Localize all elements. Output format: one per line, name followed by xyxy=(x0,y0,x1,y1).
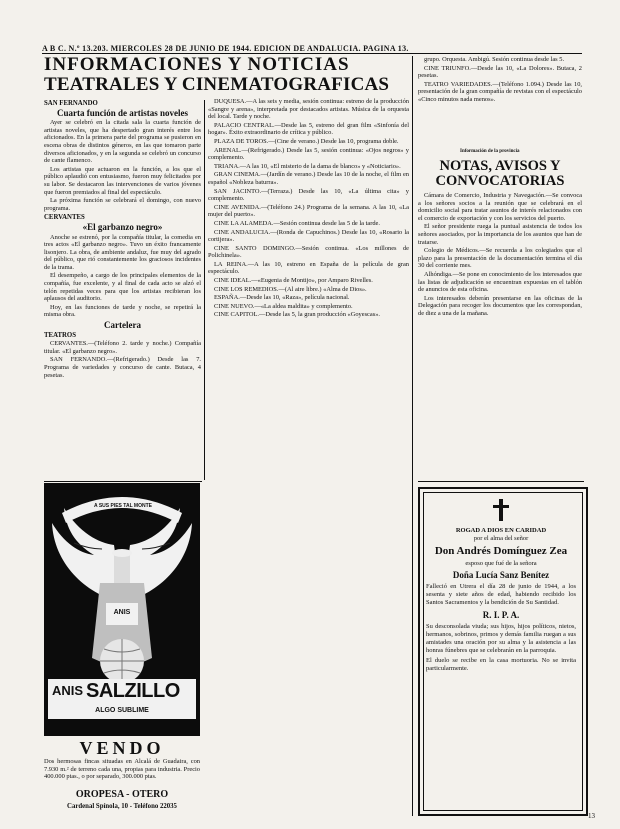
listing-item: CINE LA ALAMEDA.—Sesión continua desde las 5 de la tarde. xyxy=(214,219,380,227)
listing-item: LA REINA.—A las 10, estreno en España de la película de gran espectáculo. xyxy=(208,260,409,276)
obituary-rip: R. I. P. A. xyxy=(482,610,520,620)
listing-item: CINE ANDALUCIA.—(Ronda de Capuchinos.) Desde las 10, «Rosario la cortijera». xyxy=(208,228,409,244)
cross-icon xyxy=(499,499,503,521)
listing-item: CINE SANTO DOMINGO.—Sesión continua. «Los millones de Polichinela». xyxy=(208,244,409,260)
notice-paragraph: Alhóndiga.—Se pone en conocimiento de los interesados que las listas de adjudicación se encuentran expuestas en el tablón de anuncios de esta oficina. xyxy=(418,270,582,294)
anis-salzillo-ad xyxy=(44,483,200,736)
listing-item: CINE TRIUNFO.—Desde las 10, «La Dolores». Butaca, 2 pesetas. xyxy=(418,64,582,80)
listing-item: PALACIO CENTRAL.—Desde las 5, estreno del gran film «Sinfonía del hogar». Éxito extraordinario de crítica y público. xyxy=(208,121,409,137)
ad-brand-top: ANIS xyxy=(52,683,84,698)
obituary-widow: Doña Lucía Sanz Benítez xyxy=(452,570,550,580)
column-2 xyxy=(208,98,409,814)
column-3-rule xyxy=(418,481,584,482)
ad-banner-text: A SUS PIES TAL MONTE xyxy=(94,503,152,509)
column-rule-2 xyxy=(412,56,413,816)
listing-item: DUQUESA.—A las seis y media, sesión continua: estreno de la producción «Sangre y arena», interpretada por destacados artistas. Música de la orquesta del local. Tarde y noche. xyxy=(208,98,409,121)
ad-bottle-label: ANIS xyxy=(113,609,131,616)
column-rule-1 xyxy=(204,100,205,480)
column-3-notas xyxy=(418,192,582,482)
headline-noveles: Cuarta función de artistas noveles xyxy=(57,107,188,118)
article-paragraph: Los artistas que actuaron en la función, a los que el público aplaudió con entusiasmo, fueron muy felicitados por su labor. Se destacaron las intervenciones de varios jóvenes que fueron premiados al final del espectáculo. xyxy=(44,165,201,196)
obituary-body: Falleció en Utrera el día 28 de junio de 1944, a los sesenta y siete años de edad, habiendo recibido los Santos Sacramentos y la bendición de Su Santidad. xyxy=(426,583,576,606)
listing-item: grupo. Orquesta. Ambigú. Sesión continua desde las 5. xyxy=(424,56,565,63)
ad-banner-ribbon xyxy=(62,497,182,523)
obituary-notice xyxy=(418,487,588,816)
obituary-line-1: ROGAD A DIOS EN CARIDAD xyxy=(455,527,547,534)
article-paragraph: Ayer se celebró en la citada sala la cuarta función de artistas noveles, que ha despertado gran interés entre los aficionados. En la primera parte del programa se pusieron en escena obras de distintos géneros, en las que tomaron parte diversos aficionados, y en la segunda se celebró un concurso de cante flamenco. xyxy=(44,119,201,165)
article-paragraph: Hoy, en las funciones de tarde y noche, se repetirá la misma obra. xyxy=(44,303,201,319)
obituary-body-3: El duelo se recibe en la casa mortuoria. No se invita particularmente. xyxy=(426,657,576,672)
section-teatros: TEATROS xyxy=(44,331,76,339)
listing-item: CINE IDEAL.—«Eugenia de Montijo», por Amparo Rivelles. xyxy=(214,277,373,285)
article-paragraph: El desempeño, a cargo de los principales elementos de la compañía, fue excelente, y al final de cada acto se alzó el telón repetidas veces para que los artistas recibieran los aplausos del auditorio. xyxy=(44,272,201,303)
listing-item: CINE AVENIDA.—(Teléfono 24.) Programa de la semana. A las 10, «La mujer del puerto». xyxy=(208,203,409,219)
ad-slogan: ALGO SUBLIME xyxy=(95,707,149,714)
section-title-line-2: TEATRALES Y CINEMATOGRAFICAS xyxy=(44,74,390,95)
section-tag: Información de la provincia xyxy=(460,149,520,154)
listing-item: CINE LOS REMEDIOS.—(Al aire libre.) «Alma de Dios». xyxy=(214,285,367,293)
bottle-neck-icon xyxy=(114,553,130,583)
obituary-body-2: Su desconsolada viuda; sus hijos, hijos políticos, nietos, hermanos, sobrinos, primos y demás familia ruegan a sus amistades una oración por su alma y la asistencia a las honras fúnebres que se celebrarán en la parroquia. xyxy=(426,623,576,654)
listing-item: TEATRO VARIEDADES.—(Teléfono 1.094.) Desde las 10, presentación de la gran compañía de revistas con el espectáculo «Cinco minutos nada menos». xyxy=(418,80,582,103)
notice-paragraph: Cámara de Comercio, Industria y Navegación.—Se convoca a los señores socios a la reunión que se celebrará en el domicilio social para tratar asuntos de interés relacionados con el comercio de exportación y con los servicios del puerto. xyxy=(418,192,582,222)
obituary-text xyxy=(426,527,576,673)
obituary-line-2: por el alma del señor xyxy=(473,535,529,542)
headline-garbanzo: «El garbanzo negro» xyxy=(82,221,163,232)
notas-heading: NOTAS, AVISOS Y CONVOCATORIAS xyxy=(435,158,565,189)
vendo-body: Dos hermosas fincas situadas en Alcalá de Guadaira, con 7.930 m.² de terreno cada una, propias para industria. Precio 400.000 ptas., o por separado, 300.000 ptas. xyxy=(44,758,200,781)
ad-brand-main: SALZILLO xyxy=(86,680,180,702)
vendo-title: VENDO xyxy=(79,738,165,758)
notice-paragraph: El señor presidente ruega la puntual asistencia de todos los señores asociados, por la importancia de los asuntos que han de tratarse. xyxy=(418,223,582,246)
section-title-line-1: INFORMACIONES Y NOTICIAS xyxy=(44,54,350,75)
listing-item: SAN JACINTO.—(Terraza.) Desde las 10, «La última cita» y complemento. xyxy=(208,187,409,203)
vendo-address: Cardenal Spínola, 10 - Teléfono 22035 xyxy=(67,803,177,810)
listing-item: CINE CAPITOL.—Desde las 5, la gran producción «Goyescas». xyxy=(214,311,381,319)
listing-item: SAN FERNANDO.—(Refrigerado.) Desde las 7. Programa de variedades y concurso de cante. Butaca, 4 pesetas. xyxy=(44,356,201,379)
ad-top-rule xyxy=(44,481,202,482)
notice-paragraph: Colegio de Médicos.—Se recuerda a los colegiados que el plazo para la presentación de la documentación termina el día 30 del corriente mes. xyxy=(418,247,582,270)
column-3-top xyxy=(418,56,582,146)
listing-item: PLAZA DE TOROS.—(Cine de verano.) Desde las 10, programa doble. xyxy=(214,137,399,145)
page-header: A B C. N.º 13.203. MIERCOLES 28 DE JUNIO DE 1944. EDICION DE ANDALUCIA. PAGINA 13. xyxy=(42,44,409,53)
vendo-contact: OROPESA - OTERO xyxy=(75,789,169,800)
headline-cartelera: Cartelera xyxy=(104,320,141,331)
obituary-name: Don Andrés Domínguez Zea xyxy=(434,545,568,557)
cross-bar xyxy=(493,505,509,508)
section-san-fernando: SAN FERNANDO xyxy=(44,100,98,107)
listing-item: GRAN CINEMA.—(Jardín de verano.) Desde las 10 de la noche, el film en español «Nobleza baturra». xyxy=(208,171,409,186)
column-1 xyxy=(44,98,201,481)
listing-item: ARENAL.—(Refrigerado.) Desde las 5, sesión continua: «Ojos negros» y complemento. xyxy=(208,146,409,162)
listing-item: TRIANA.—A las 10, «El misterio de la dama de blanco» y «Noticiario». xyxy=(214,162,401,170)
listing-item: CINE NUEVO.—«La aldea maldita» y complemento. xyxy=(214,302,353,310)
article-paragraph: La próxima función se celebrará el domingo, con nuevo programa. xyxy=(44,197,201,212)
listing-item: CERVANTES.—(Teléfono 2. tarde y noche.) Compañía titular. «El garbanzo negro». xyxy=(44,340,201,355)
page-number: 13 xyxy=(588,812,595,820)
notice-paragraph: Los interesados deberán presentarse en las oficinas de la Delegación para recoger los documentos que les correspondan, de diez a una de la mañana. xyxy=(418,294,582,317)
article-paragraph: Anoche se estrenó, por la compañía titular, la comedia en tres actos «El garbanzo negro». Tuvo un éxito francamente lisonjero. La obra, de ambiente andaluz, fue muy del agrado del público, que rió constantemente los graciosos incidentes de la trama. xyxy=(44,233,201,271)
section-cervantes: CERVANTES xyxy=(44,214,85,222)
listing-item: ESPAÑA.—Desde las 10, «Raza», película nacional. xyxy=(214,294,350,302)
obituary-line-3: esposo que fué de la señora xyxy=(465,560,537,567)
